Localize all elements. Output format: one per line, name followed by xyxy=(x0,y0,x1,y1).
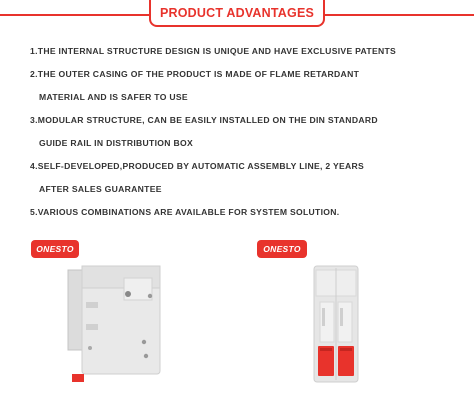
advantage-5: 5.VARIOUS COMBINATIONS ARE AVAILABLE FOR SYSTEM SOLUTION. xyxy=(30,207,340,217)
brand-logo-left: ONESTO xyxy=(31,240,79,258)
section-header xyxy=(149,0,325,27)
brand-logo-right: ONESTO xyxy=(257,240,307,258)
advantage-1: 1.THE INTERNAL STRUCTURE DESIGN IS UNIQUE AND HAVE EXCLUSIVE PATENTS xyxy=(30,46,397,56)
breaker-side-view-image xyxy=(64,262,168,384)
advantage-3-continued: GUIDE RAIL IN DISTRIBUTION BOX xyxy=(39,138,193,148)
section-title: PRODUCT ADVANTAGES xyxy=(159,6,315,20)
advantage-4-continued: AFTER SALES GUARANTEE xyxy=(39,184,162,194)
advantage-2-continued: MATERIAL AND IS SAFER TO USE xyxy=(39,92,188,102)
advantage-2: 2.THE OUTER CASING OF THE PRODUCT IS MADE OF FLAME RETARDANT xyxy=(30,69,360,79)
advantage-3: 3.MODULAR STRUCTURE, CAN BE EASILY INSTALLED ON THE DIN STANDARD xyxy=(30,115,378,125)
advantage-4: 4.SELF-DEVELOPED,PRODUCED BY AUTOMATIC ASSEMBLY LINE, 2 YEARS xyxy=(30,161,365,171)
breaker-front-view-image xyxy=(300,262,372,386)
